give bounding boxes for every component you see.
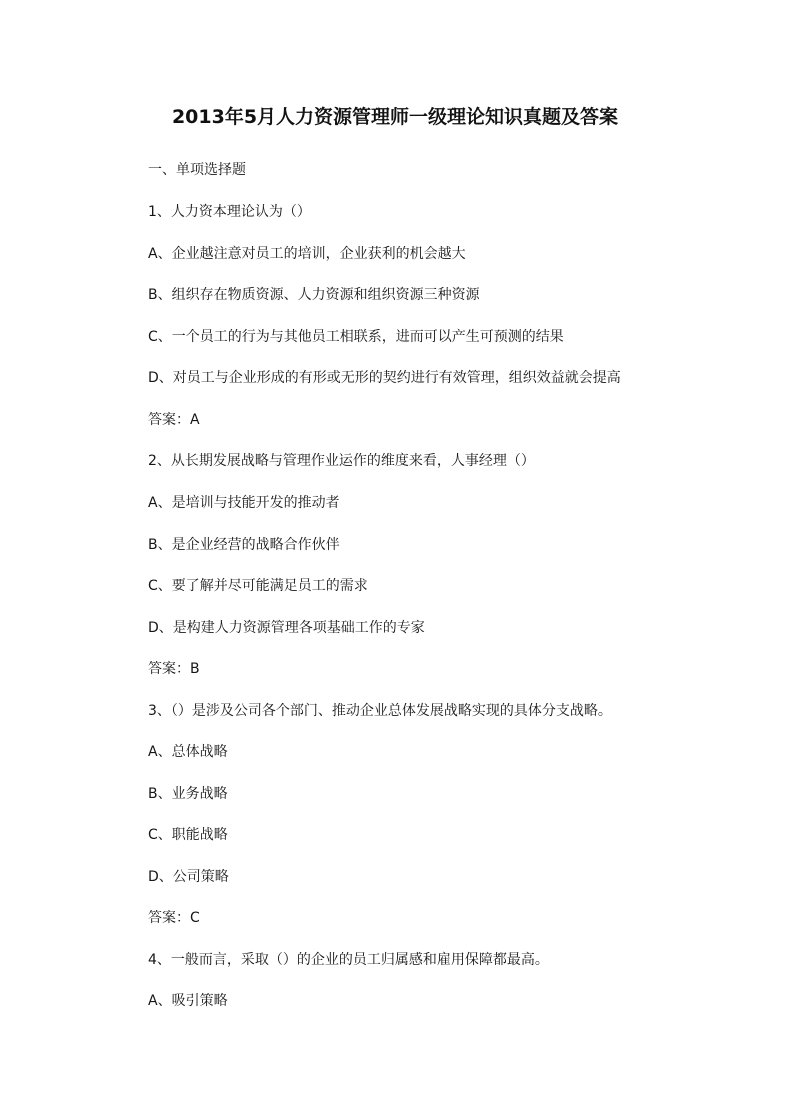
answer-2: 答案：B bbox=[148, 661, 200, 677]
option-3c: C、职能战略 bbox=[148, 827, 228, 843]
option-3b: B、业务战略 bbox=[148, 786, 228, 802]
option-2d: D、是构建人力资源管理各项基础工作的专家 bbox=[148, 620, 425, 636]
option-4a: A、吸引策略 bbox=[148, 993, 228, 1009]
question-1: 1、人力资本理论认为（） bbox=[148, 204, 311, 220]
option-1d: D、对员工与企业形成的有形或无形的契约进行有效管理，组织效益就会提高 bbox=[148, 370, 621, 386]
option-1a: A、企业越注意对员工的培训，企业获利的机会越大 bbox=[148, 246, 466, 262]
option-2c: C、要了解并尽可能满足员工的需求 bbox=[148, 578, 368, 594]
question-4: 4、一般而言，采取（）的企业的员工归属感和雇用保障都最高。 bbox=[148, 952, 549, 968]
option-1c: C、一个员工的行为与其他员工相联系，进而可以产生可预测的结果 bbox=[148, 329, 564, 345]
document-title: 2013年5月人力资源管理师一级理论知识真题及答案 bbox=[171, 106, 619, 128]
option-1b: B、组织存在物质资源、人力资源和组织资源三种资源 bbox=[148, 287, 480, 303]
question-3: 3、（）是涉及公司各个部门、推动企业总体发展战略实现的具体分支战略。 bbox=[148, 703, 612, 719]
option-3d: D、公司策略 bbox=[148, 869, 229, 885]
question-2: 2、从长期发展战略与管理作业运作的维度来看，人事经理（） bbox=[148, 453, 535, 469]
option-3a: A、总体战略 bbox=[148, 744, 228, 760]
answer-1: 答案：A bbox=[148, 412, 200, 428]
answer-3: 答案：C bbox=[148, 910, 200, 926]
option-2b: B、是企业经营的战略合作伙伴 bbox=[148, 537, 340, 553]
section-heading: 一、单项选择题 bbox=[148, 162, 246, 178]
option-2a: A、是培训与技能开发的推动者 bbox=[148, 495, 340, 511]
